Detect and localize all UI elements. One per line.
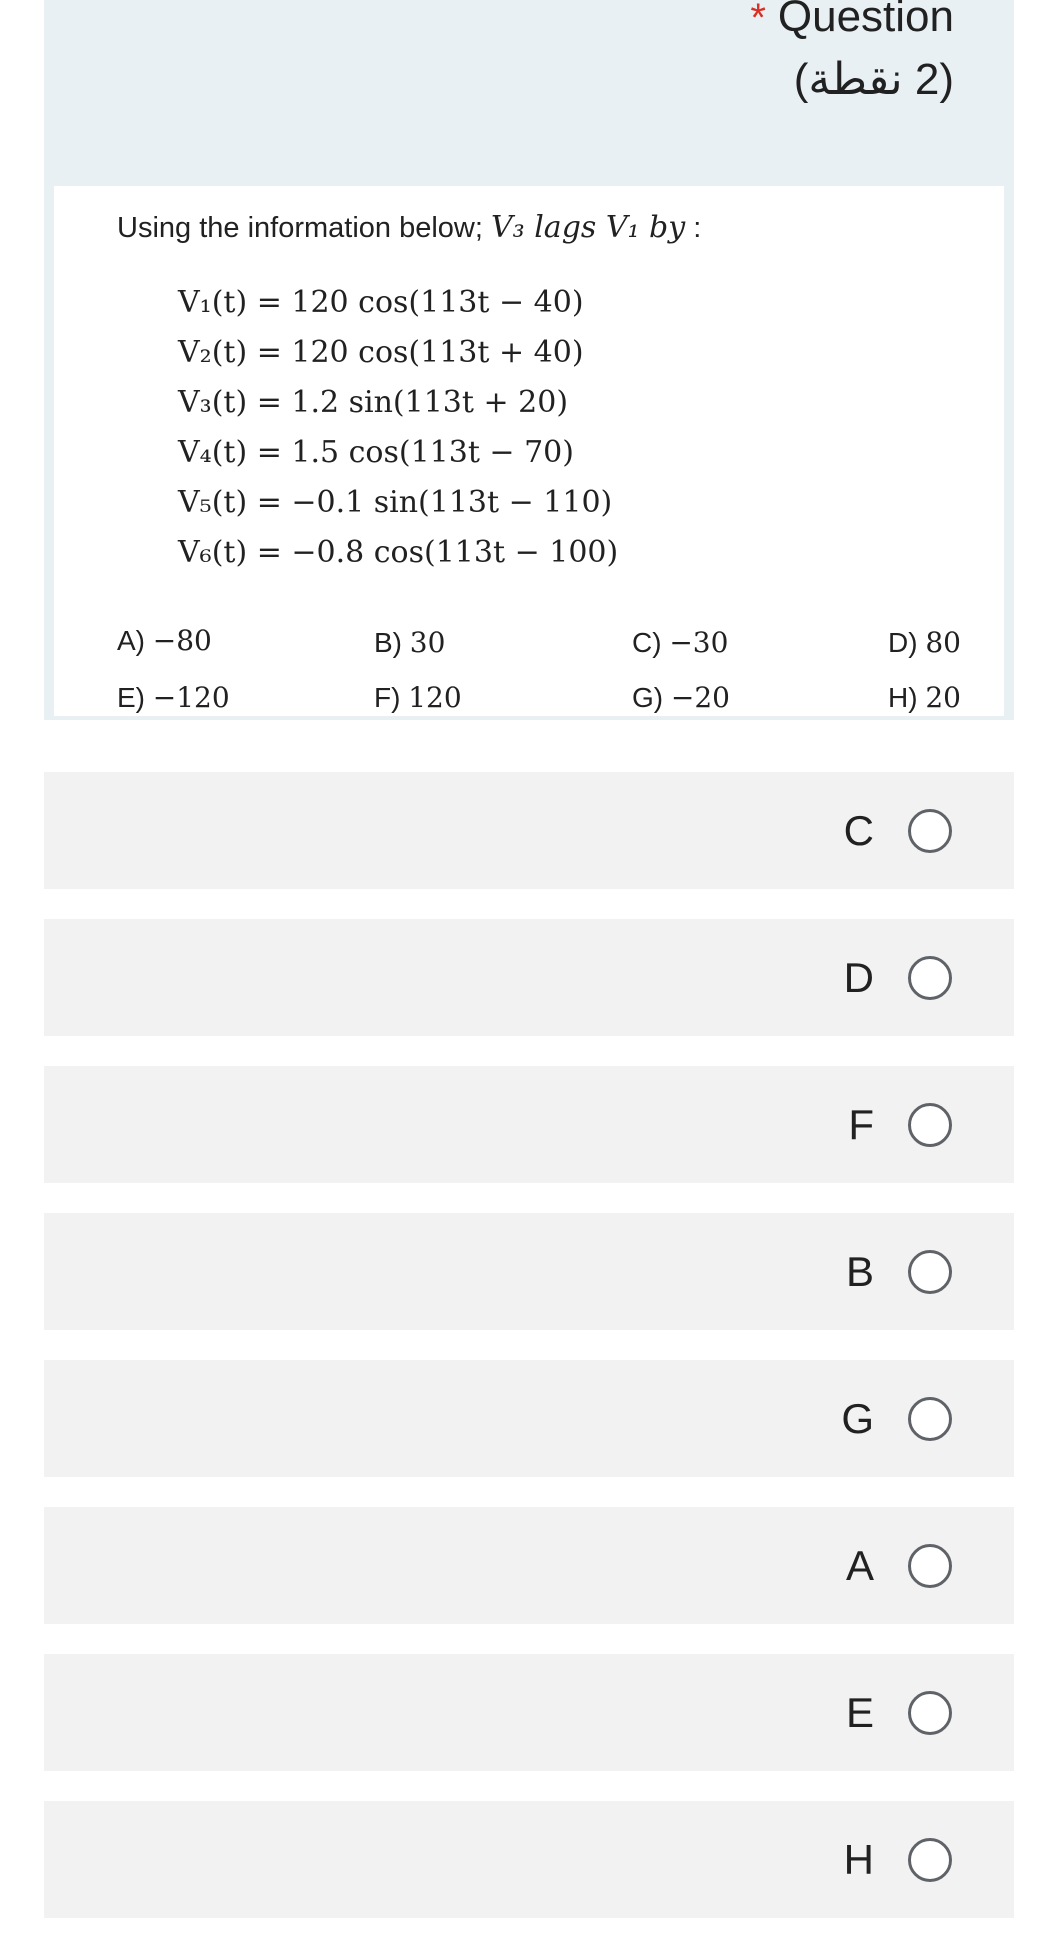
radio-unchecked-icon[interactable] bbox=[908, 1250, 952, 1294]
equation-list bbox=[178, 278, 618, 578]
option-letter: B) bbox=[374, 627, 402, 658]
question-prompt bbox=[117, 210, 701, 245]
choice-label: E bbox=[845, 1688, 874, 1736]
equation-v1: V₁(t) = 120 cos(113t − 40) bbox=[178, 285, 584, 320]
option-letter: A) bbox=[117, 625, 145, 656]
option-letter: D) bbox=[888, 627, 918, 658]
choice-label: B bbox=[845, 1247, 874, 1295]
option-b bbox=[374, 626, 445, 659]
equation-v4: V₄(t) = 1.5 cos(113t − 70) bbox=[178, 435, 574, 470]
question-title-text: Question bbox=[777, 0, 954, 41]
option-letter: G) bbox=[632, 682, 664, 713]
answer-choices bbox=[44, 772, 1014, 1948]
radio-unchecked-icon[interactable] bbox=[908, 809, 952, 853]
radio-unchecked-icon[interactable] bbox=[908, 1838, 952, 1882]
option-c bbox=[632, 626, 728, 659]
radio-unchecked-icon[interactable] bbox=[908, 1691, 952, 1735]
choice-label: F bbox=[848, 1100, 874, 1148]
question-image bbox=[54, 186, 1004, 716]
prompt-text: Using the information below; bbox=[117, 212, 491, 244]
question-title bbox=[750, 0, 954, 42]
choice-f[interactable] bbox=[44, 1066, 1014, 1183]
option-e bbox=[117, 681, 230, 714]
required-mark: * bbox=[750, 0, 766, 40]
option-value: −80 bbox=[152, 624, 212, 657]
option-letter: C) bbox=[632, 627, 662, 658]
radio-unchecked-icon[interactable] bbox=[908, 956, 952, 1000]
equation-v5: V₅(t) = −0.1 sin(113t − 110) bbox=[178, 485, 613, 520]
option-letter: F) bbox=[374, 682, 401, 713]
equation-v6: V₆(t) = −0.8 cos(113t − 100) bbox=[178, 535, 619, 570]
radio-unchecked-icon[interactable] bbox=[908, 1103, 952, 1147]
equation-v3: V₃(t) = 1.2 sin(113t + 20) bbox=[178, 385, 569, 420]
option-letter: H) bbox=[888, 682, 918, 713]
choice-label: H bbox=[843, 1835, 874, 1883]
option-d bbox=[888, 626, 961, 659]
choice-label: A bbox=[845, 1541, 874, 1589]
choice-h[interactable] bbox=[44, 1801, 1014, 1918]
choice-g[interactable] bbox=[44, 1360, 1014, 1477]
choice-e[interactable] bbox=[44, 1654, 1014, 1771]
option-value: 120 bbox=[408, 681, 462, 714]
choice-d[interactable] bbox=[44, 919, 1014, 1036]
prompt-colon: : bbox=[685, 212, 702, 244]
choice-c[interactable] bbox=[44, 772, 1014, 889]
prompt-math: V₃ lags V₁ by bbox=[490, 210, 686, 245]
option-value: 30 bbox=[409, 626, 446, 659]
option-value: −20 bbox=[670, 681, 730, 714]
choice-label: C bbox=[843, 806, 874, 854]
option-letter: E) bbox=[117, 682, 145, 713]
question-points: (2 نقطة) bbox=[793, 55, 954, 104]
choice-a[interactable] bbox=[44, 1507, 1014, 1624]
option-value: 20 bbox=[925, 681, 961, 714]
option-value: 80 bbox=[925, 626, 961, 659]
option-f bbox=[374, 681, 462, 714]
option-h bbox=[888, 681, 961, 714]
radio-unchecked-icon[interactable] bbox=[908, 1397, 952, 1441]
option-g bbox=[632, 681, 730, 714]
choice-b[interactable] bbox=[44, 1213, 1014, 1330]
radio-unchecked-icon[interactable] bbox=[908, 1544, 952, 1588]
option-value: −30 bbox=[669, 626, 729, 659]
choice-label: G bbox=[841, 1394, 874, 1442]
choice-label: D bbox=[843, 953, 874, 1001]
equation-v2: V₂(t) = 120 cos(113t + 40) bbox=[178, 335, 584, 370]
option-value: −120 bbox=[152, 681, 230, 714]
option-a bbox=[117, 624, 212, 657]
